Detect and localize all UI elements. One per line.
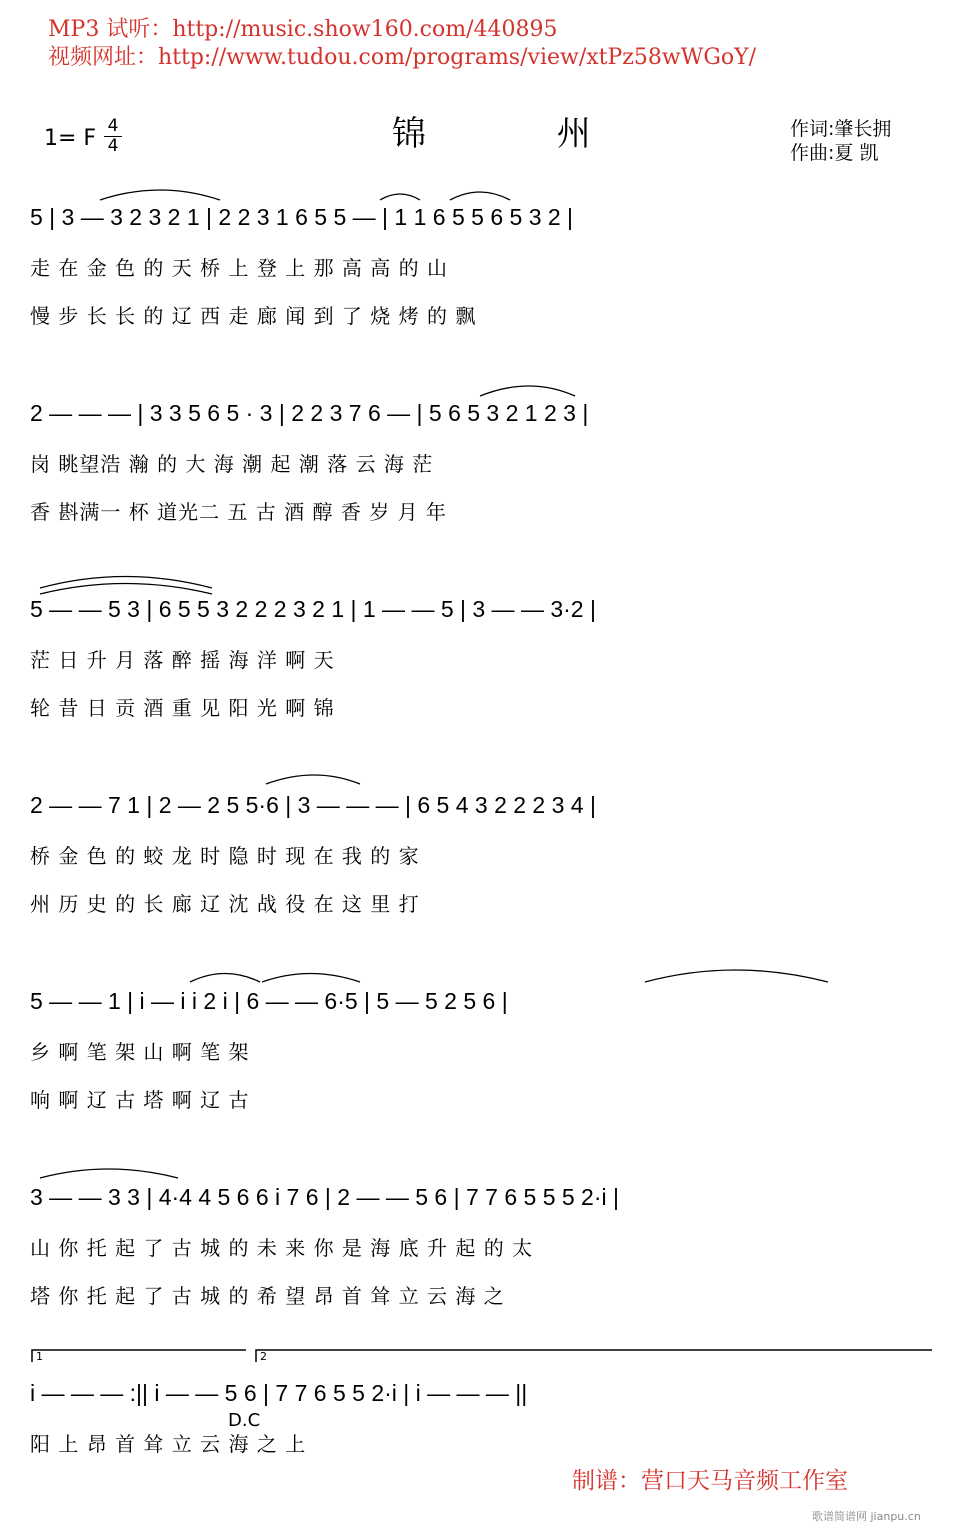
lyricist: 作词:肇长拥 [790,118,892,140]
song-title: 锦 州 [392,114,651,154]
volta-2-label: 2 [260,1350,267,1363]
composer: 作曲:夏 凯 [790,142,879,164]
lyric-line-6-verse-1: 山 你 托 起 了 古 城 的 未 来 你 是 海 底 升 起 的 太 [30,1236,534,1260]
notes-line-3: 5 — — 5 3 | 6 5 5 3 2 2 2 3 2 1 | 1 — — 5 | 3 — — 3·2 | [30,596,596,622]
mp3-link-line[interactable]: MP3 试听：http://music.show160.com/440895 [48,17,558,42]
lyric-line-1-verse-1: 走 在 金 色 的 天 桥 上 登 上 那 高 高 的 山 [30,256,449,280]
lyric-line-1-verse-2: 慢 步 长 长 的 辽 西 走 廊 闻 到 了 烧 烤 的 飘 [30,304,477,328]
lyric-line-3-verse-1: 茫 日 升 月 落 醉 摇 海 洋 啊 天 [30,648,335,672]
notes-line-2: 2 — — — | 3 3 5 6 5 · 3 | 2 2 3 7 6 — | 5 6 5 3 2 1 2 3 | [30,400,589,426]
notes-line-4: 2 — — 7 1 | 2 — 2 5 5·6 | 3 — — — | 6 5 4 3 2 2 2 3 4 | [30,792,596,818]
lyric-line-5-verse-1: 乡 啊 笔 架 山 啊 笔 架 [30,1040,250,1064]
lyric-line-3-verse-2: 轮 昔 日 贡 酒 重 见 阳 光 啊 锦 [30,696,335,720]
notes-line-5: 5 — — 1 | i — i i 2 i | 6 — — 6·5 | 5 — 5 2 5 6 | [30,988,508,1014]
lyric-line-6-verse-2: 塔 你 托 起 了 古 城 的 希 望 昂 首 耸 立 云 海 之 [30,1284,505,1308]
transcriber-credit: 制谱：营口天马音频工作室 [572,1468,848,1494]
key-signature: 1= F [44,126,97,151]
lyric-line-5-verse-2: 响 啊 辽 古 塔 啊 辽 古 [30,1088,250,1112]
lyric-line-7-verse-1: 阳 上 昂 首 耸 立 云 海 之 上 [30,1432,307,1456]
notes-line-7: i — — — :|| i — — 5 6 | 7 7 6 5 5 2·i | i — — — || [30,1380,528,1406]
lyric-line-4-verse-2: 州 历 史 的 长 廊 辽 沈 战 役 在 这 里 打 [30,892,420,916]
notes-line-1: 5 | 3 — 3 2 3 2 1 | 2 2 3 1 6 5 5 — | 1 1 6 5 5 6 5 3 2 | [30,204,574,230]
lyric-line-4-verse-1: 桥 金 色 的 蛟 龙 时 隐 时 现 在 我 的 家 [30,844,420,868]
dc-mark: D.C [228,1410,261,1431]
watermark: 歌谱简谱网 jianpu.cn [812,1510,921,1523]
lyric-line-2-verse-1: 岗 眺望浩 瀚 的 大 海 潮 起 潮 落 云 海 茫 [30,452,434,476]
volta-1-label: 1 [36,1350,43,1363]
time-top: 4 [107,116,119,136]
lyric-line-2-verse-2: 香 斟满一 杯 道光二 五 古 酒 醇 香 岁 月 年 [30,500,447,524]
video-link-line[interactable]: 视频网址：http://www.tudou.com/programs/view/xtPz58wWGoY/ [48,45,757,70]
notes-line-6: 3 — — 3 3 | 4·4 4 5 6 6 i 7 6 | 2 — — 5 6 | 7 7 6 5 5 5 2·i | [30,1184,619,1210]
time-bottom: 4 [107,136,119,156]
